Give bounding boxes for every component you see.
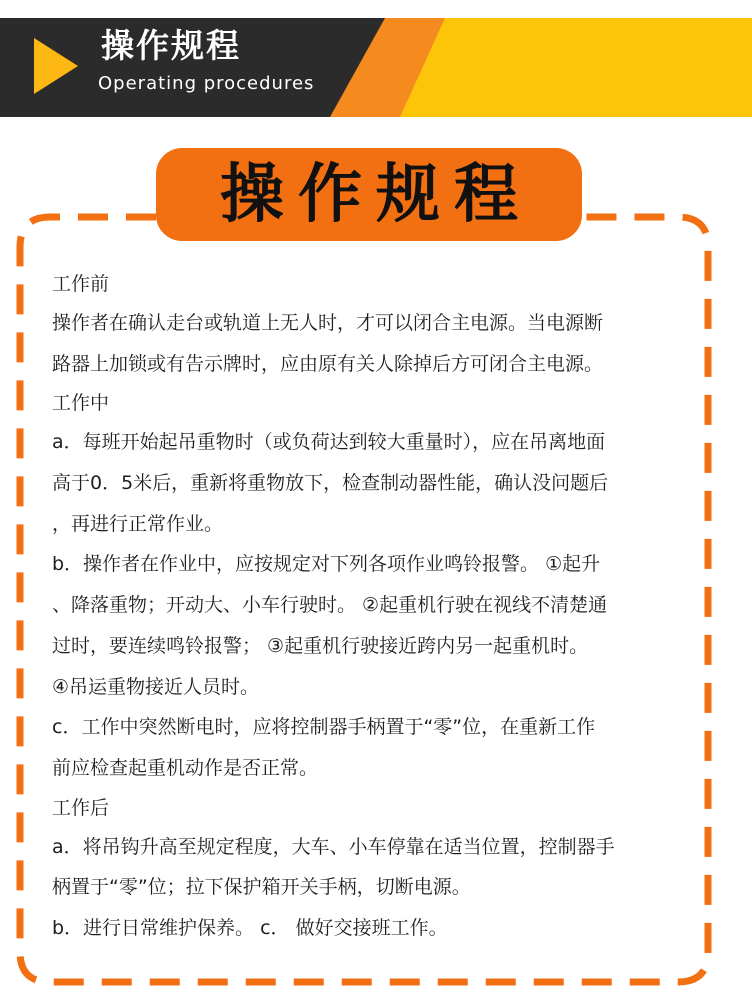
text-line: c．工作中突然断电时，应将控制器手柄置于“零”位，在重新工作 xyxy=(52,716,596,739)
text-line: a．每班开始起吊重物时（或负荷达到较大重量时），应在吊离地面 xyxy=(52,431,606,454)
header-subtitle: Operating procedures xyxy=(98,73,315,94)
text-line: a．将吊钩升高至规定程度，大车、小车停靠在适当位置，控制器手 xyxy=(52,835,615,858)
card-title-badge xyxy=(156,148,582,241)
procedure-text xyxy=(52,265,702,949)
section-heading-during-work: 工作中 xyxy=(52,392,110,415)
text-line: b．操作者在作业中，应按规定对下列各项作业鸣铃报警。 ①起升 xyxy=(52,553,601,576)
text-line: 前应检查起重机动作是否正常。 xyxy=(52,756,319,779)
text-line: b．进行日常维护保养。 c． 做好交接班工作。 xyxy=(52,916,448,939)
text-line: 柄置于“零”位；拉下保护箱开关手柄，切断电源。 xyxy=(52,876,471,899)
text-line: 过时，要连续鸣铃报警； ③起重机行驶接近跨内另一起重机时。 xyxy=(52,634,589,657)
text-line: 高于0．5米后，重新将重物放下，检查制动器性能，确认没问题后 xyxy=(52,472,609,495)
text-line: 操作者在确认走台或轨道上无人时，才可以闭合主电源。当电源断 xyxy=(52,312,604,334)
text-line: ，再进行正常作业。 xyxy=(52,512,224,535)
section-heading-after-work: 工作后 xyxy=(52,796,110,819)
text-line: 路器上加锁或有告示牌时，应由原有关人除掉后方可闭合主电源。 xyxy=(52,352,604,375)
text-line: ④吊运重物接近人员时。 xyxy=(52,675,260,698)
section-heading-before-work: 工作前 xyxy=(52,273,110,295)
text-line: 、降落重物；开动大、小车行驶时。 ②起重机行驶在视线不清楚通 xyxy=(52,594,608,617)
card-title: 操作规程 xyxy=(220,157,532,232)
header-title: 操作规程 xyxy=(101,26,241,65)
